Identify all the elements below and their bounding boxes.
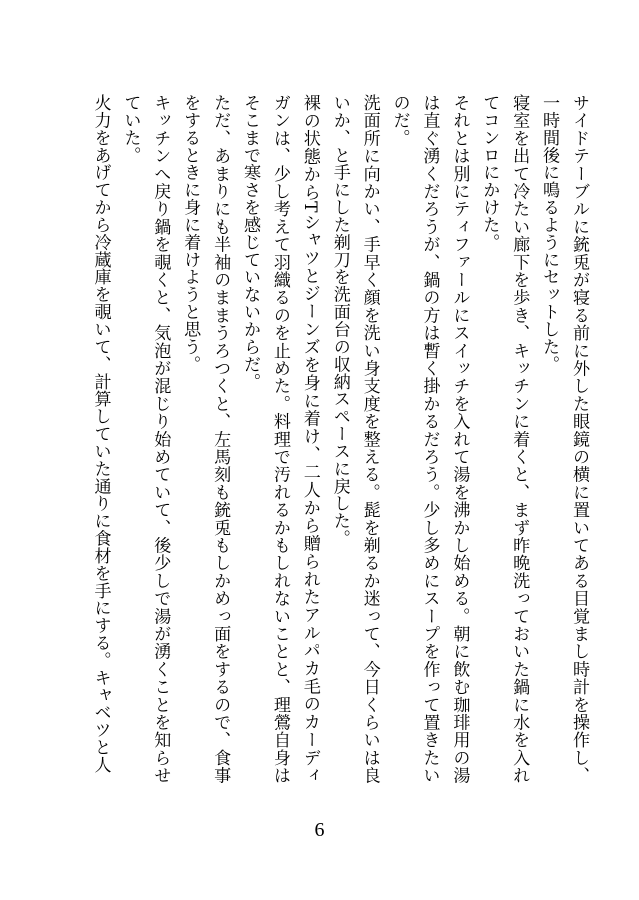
paragraph: ただ、あまりにも半袖のままうろつくと、左馬刻も銃兎もしかめっ面をするので、食事をするときに身に着けようと思う。 — [180, 94, 231, 784]
page-number: 6 — [314, 819, 325, 841]
paragraph: それとは別にティファールにスイッチを入れて湯を沸かし始める。朝に飲む珈琲用の湯は直ぐ湧くだろうが、鍋の方は暫く掛かるだろう。少し多めにスープを作って置きたいのだ。 — [389, 94, 470, 784]
paragraph: キッチンへ戻り鍋を覗くと、気泡が混じり始めていて、後少しで湯が湧くことを知らせていた。 — [120, 94, 171, 784]
vertical-text-body — [40, 94, 593, 784]
paragraph: 洗面所に向かい、手早く顔を洗い身支度を整える。髭を剃るか迷って、今日くらいは良いか、と手にした剃刀を洗面台の収納スペースに戻した。 — [329, 94, 380, 784]
paragraph: 寝室を出て冷たい廊下を歩き、キッチンに着くと、まず昨晩洗っておいた鍋に水を入れてコンロにかけた。 — [479, 94, 530, 784]
paragraph: 火力をあげてから冷蔵庫を覗いて、計算していた通りに食材を手にする。キャベツと人 — [90, 94, 111, 774]
paragraph: 裸の状態からTシャツとジーンズを身に着け、二人から贈られたアルパカ毛のカーディガンは、少し考えて羽織るのを止めた。料理で汚れるかもしれないことと、理鶯自身はそこまで寒さを感じていないからだ。 — [240, 94, 320, 784]
paragraph: サイドテーブルに銃兎が寝る前に外した眼鏡の横に置いてある目覚まし時計を操作し、一時間後に鳴るようにセットした。 — [539, 94, 589, 784]
